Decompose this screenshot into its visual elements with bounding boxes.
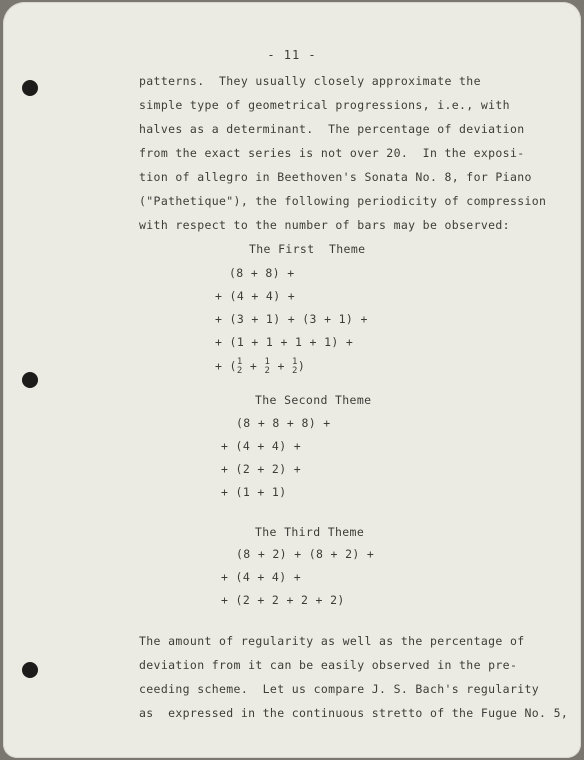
- fraction-numerator: 1: [264, 356, 271, 367]
- fraction-scheme-line: [215, 354, 305, 378]
- scheme-line: (8 + 8) +: [229, 266, 295, 280]
- fraction-separator: +: [242, 359, 265, 373]
- closing-line: ceeding scheme. Let us compare J. S. Bach's regularity: [139, 682, 540, 696]
- scheme-line: + (2 + 2) +: [221, 462, 302, 476]
- scheme-line: + (4 + 4) +: [221, 439, 302, 453]
- scheme-line: + (3 + 1) + (3 + 1) +: [215, 312, 368, 326]
- intro-line: with respect to the number of bars may be observed:: [139, 218, 510, 232]
- intro-line: ("Pathetique"), the following periodicity of compression: [139, 194, 547, 208]
- closing-line: as expressed in the continuous stretto of the Fugue No. 5,: [139, 706, 569, 720]
- fraction-numerator: 1: [236, 356, 243, 367]
- fraction-separator: +: [270, 359, 293, 373]
- fraction-numerator: 1: [292, 356, 298, 367]
- scheme-line: + (4 + 4) +: [215, 289, 296, 303]
- second-theme-heading: The Second Theme: [255, 393, 372, 407]
- fraction-denominator: 2: [236, 365, 243, 376]
- intro-line: simple type of geometrical progressions, i.e., with: [139, 98, 510, 112]
- closing-line: The amount of regularity as well as the percentage of: [139, 634, 525, 648]
- intro-line: tion of allegro in Beethoven's Sonata No. 8, for Piano: [139, 170, 532, 184]
- scheme-line: + (1 + 1): [221, 485, 287, 499]
- fraction-line-suffix: ): [297, 359, 306, 373]
- scheme-line: + (4 + 4) +: [221, 570, 302, 584]
- page-number: - 11 -: [267, 48, 317, 62]
- closing-line: deviation from it can be easily observed in the pre-: [139, 658, 518, 672]
- punch-hole: [22, 80, 38, 96]
- scheme-line: (8 + 8 + 8) +: [236, 416, 331, 430]
- third-theme-heading: The Third Theme: [255, 525, 365, 539]
- fraction-denominator: 2: [264, 365, 271, 376]
- punch-hole: [22, 372, 38, 388]
- punch-hole: [22, 662, 38, 678]
- scheme-line: + (2 + 2 + 2 + 2): [221, 593, 345, 607]
- intro-line: patterns. They usually closely approximate the: [139, 74, 481, 88]
- first-theme-heading: The First Theme: [249, 242, 366, 256]
- scheme-line: + (1 + 1 + 1 + 1) +: [215, 335, 354, 349]
- intro-line: halves as a determinant. The percentage of deviation: [139, 122, 525, 136]
- scheme-line: (8 + 2) + (8 + 2) +: [236, 547, 375, 561]
- intro-line: from the exact series is not over 20. In the exposi-: [139, 146, 525, 160]
- paper-page: [3, 2, 581, 758]
- fraction-denominator: 2: [292, 365, 298, 376]
- fraction-line-prefix: + (: [215, 359, 237, 373]
